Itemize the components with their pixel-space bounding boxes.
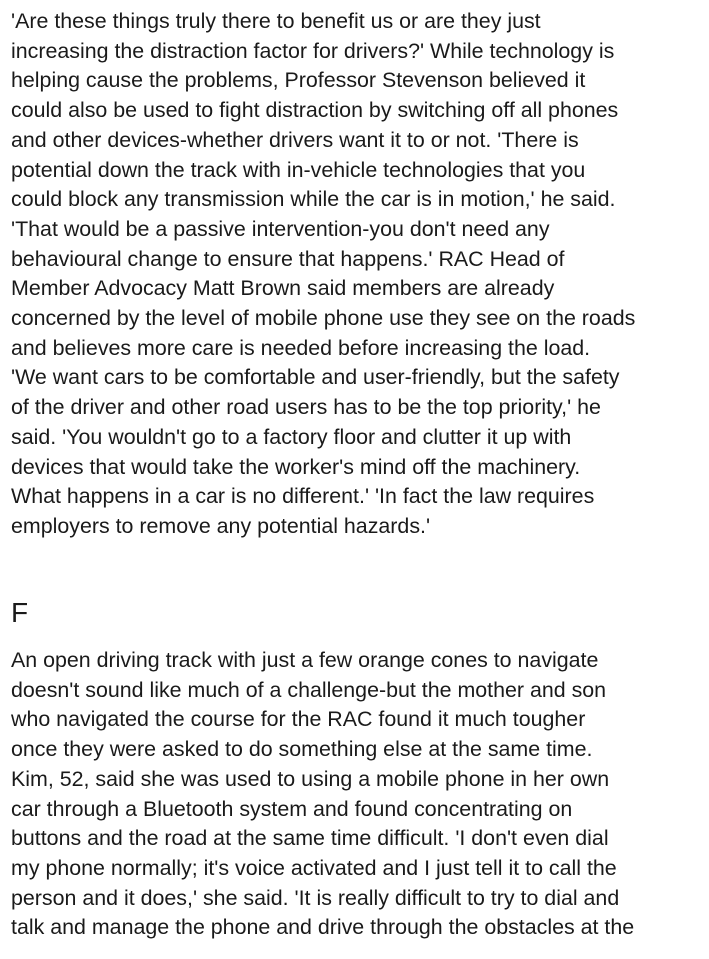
text-line: could block any transmission while the car is in motion,' he said. xyxy=(11,187,616,212)
text-line: doesn't sound like much of a challenge-but the mother and son xyxy=(11,677,607,702)
text-line: Kim, 52, said she was used to using a mobile phone in her own xyxy=(11,766,610,791)
text-line: helping cause the problems, Professor Stevenson believed it xyxy=(11,68,586,93)
text-line: who navigated the course for the RAC found it much tougher xyxy=(11,707,586,732)
text-line: person and it does,' she said. 'It is really difficult to try to dial and xyxy=(11,885,620,910)
text-line: 'We want cars to be comfortable and user-friendly, but the safety xyxy=(11,365,620,390)
text-line: said. 'You wouldn't go to a factory floor and clutter it up with xyxy=(11,424,572,449)
text-line: and other devices-whether drivers want it to or not. 'There is xyxy=(11,127,579,152)
text-line: buttons and the road at the same time difficult. 'I don't even dial xyxy=(11,826,609,851)
text-line: What happens in a car is no different.' 'In fact the law requires xyxy=(11,484,595,509)
text-line: potential down the track with in-vehicle technologies that you xyxy=(11,157,586,182)
text-line: An open driving track with just a few orange cones to navigate xyxy=(11,648,599,672)
text-line: and believes more care is needed before increasing the load. xyxy=(11,335,591,360)
text-line: increasing the distraction factor for drivers?' While technology is xyxy=(11,38,615,63)
text-line: my phone normally; it's voice activated and I just tell it to call the xyxy=(11,855,617,880)
paragraph-section-f xyxy=(11,646,634,943)
text-line: concerned by the level of mobile phone use they see on the roads xyxy=(11,306,636,331)
text-line: 'That would be a passive intervention-you don't need any xyxy=(11,216,550,241)
paragraph-section-e-continued xyxy=(11,7,635,542)
text-line: once they were asked to do something else at the same time. xyxy=(11,737,593,762)
text-line: Member Advocacy Matt Brown said members are already xyxy=(11,276,555,301)
text-line: employers to remove any potential hazards.' xyxy=(11,513,431,538)
text-line: 'Are these things truly there to benefit us or are they just xyxy=(11,9,541,33)
text-line: talk and manage the phone and drive through the obstacles at the xyxy=(11,915,635,940)
section-heading-f: F xyxy=(11,597,29,628)
text-line: devices that would take the worker's mind off the machinery. xyxy=(11,454,581,479)
text-line: behavioural change to ensure that happens.' RAC Head of xyxy=(11,246,565,271)
text-line: of the driver and other road users has to be the top priority,' he xyxy=(11,395,601,420)
text-line: car through a Bluetooth system and found concentrating on xyxy=(11,796,573,821)
text-line: could also be used to fight distraction by switching off all phones xyxy=(11,98,619,123)
